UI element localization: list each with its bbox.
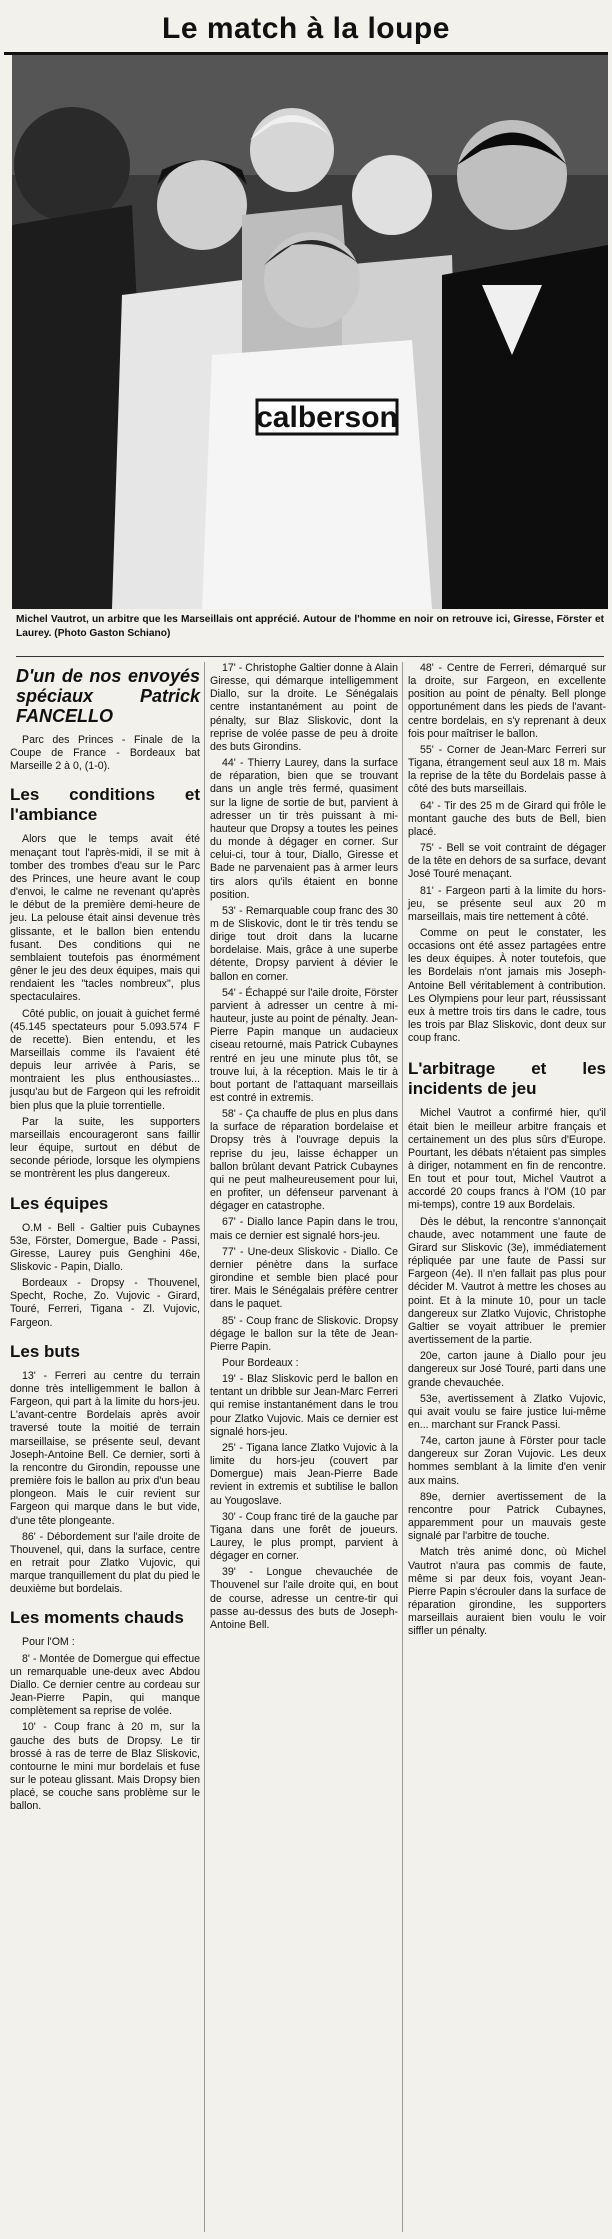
match-photo [12, 55, 608, 609]
section-title-equipes: Les équipes [10, 1193, 109, 1213]
paragraph: 44' - Thierry Laurey, dans la surface de réparation, bien que se trouvant dans un angle très fermé, quasiment sur la ligne de sortie de but, parvient à adresser un tir très puissant à mi-hauteur que Dropsy a toutes les peines du monde à dégager en corner. Sur celui-ci, tour à tour, Diallo, Giresse et Bade ne parvenaient pas à armer leurs tirs alors qu'ils étaient en bonne position. [210, 757, 398, 901]
paragraph: 39' - Longue chevauchée de Thouvenel sur l'aile droite qui, en bout de course, adresse un centre-tir qui passe au-dessus des buts de Joseph-Antoine Bell. [210, 1566, 398, 1631]
paragraph: 75' - Bell se voit contraint de dégager de la tête en dehors de sa surface, devant José Touré menaçant. [408, 842, 606, 881]
paragraph: Comme on peut le constater, les occasions ont été assez partagées entre les deux équipes. À noter toutefois, que les Bordelais n'ont jamais mis Joseph-Antoine Bell véritablement à contribution. Les Olympiens pour leur part, réussissant eux à mettre trois tirs dans le cadre, tous les trois par Blaz Sliskovic, dont deux sur coup franc. [408, 926, 606, 1045]
paragraph: 58' - Ça chauffe de plus en plus dans la surface de réparation bordelaise et Dropsy très à l'ouvrage depuis la reprise du jeu, laisse échapper un ballon brûlant devant Patrick Cubaynes qui ne peut malheureusement pour lui, en profiter, un défenseur parvenant à dégager en catastrophe. [210, 1108, 398, 1213]
paragraph: 13' - Ferreri au centre du terrain donne très intelligemment le ballon à Fargeon, qui part à la limite du hors-jeu. L'avant-centre Bordelais après avoir traversé toute la moitié de terrain marseillaise, se présente seul, devant Joseph-Antoine Bell. Ce dernier, sorti à la rencontre du Girondin, repousse une première fois le ballon au prix d'un beau plongeon. Mais le cuir revient sur Fargeon qui marque dans le but vide, d'une tête plongeante. [10, 1369, 200, 1527]
paragraph: Bordeaux - Dropsy - Thouvenel, Specht, Roche, Zo. Vujovic - Girard, Touré, Ferreri, Tigana - Zl. Vujovic, Fargeon. [10, 1277, 200, 1329]
paragraph: 67' - Diallo lance Papin dans le trou, mais ce dernier est signalé hors-jeu. [210, 1216, 398, 1242]
section-title-arbitrage: L'arbitrage et les incidents de jeu [408, 1059, 606, 1099]
column-rule [204, 662, 205, 2232]
paragraph: 77' - Une-deux Sliskovic - Diallo. Ce dernier pénètre dans la surface girondine et semble bien placé pour tirer. Mais le Sénégalais préfère centrer dans le paquet. [210, 1245, 398, 1311]
paragraph: 19' - Blaz Sliskovic perd le ballon en tentant un dribble sur Jean-Marc Ferreri qui remise instantanément dans le trou pour Zlatko Vujovic. Mais ce dernier est signalé hors-jeu. [210, 1373, 398, 1438]
paragraph: 81' - Fargeon parti à la limite du hors-jeu, se présente seul aux 20 m marseillais, mais tire nettement à côté. [408, 884, 606, 923]
paragraph: 10' - Coup franc à 20 m, sur la gauche des buts de Dropsy. Le tir brossé à ras de terre de Blaz Sliskovic, contourne le mini mur bordelais et fuse sur le poteau glissant. Mais Dropsy bien placé, se couche sans problème sur le ballon. [10, 1721, 200, 1813]
paragraph: Par la suite, les supporters marseillais encourageront sans faillir leur équipe, surtout en début de seconde période, lorsque les olympiens se montrèrent les plus dangereux. [10, 1115, 200, 1181]
byline: D'un de nos envoyés spéciaux Patrick FANCELLO [16, 666, 200, 726]
paragraph: 8' - Montée de Domergue qui effectue un remarquable une-deux avec Abdou Diallo. Ce dernier centre au cordeau sur Jean-Pierre Papin, qui manque complètement sa reprise de volée. [10, 1652, 200, 1718]
photo-illustration [12, 55, 608, 609]
paragraph: 48' - Centre de Ferreri, démarqué sur la droite, sur Fargeon, en excellente position au point de pénalty. Bell plonge opportunément dans les pieds de l'avant-centre bordelais, en s'y reprenant à deux fois pour maîtriser le ballon. [408, 662, 606, 740]
paragraph: 86' - Débordement sur l'aile droite de Thouvenel, qui, dans la surface, centre en retrait pour Zlatko Vujovic, qui marque tranquillement du plat du pied le deuxième but bordelais. [10, 1530, 200, 1596]
paragraph: 25' - Tigana lance Zlatko Vujovic à la limite du hors-jeu (couvert par Domergue) mais Jean-Pierre Bade revient in extremis et subtilise le ballon au Yougoslave. [210, 1441, 398, 1507]
paragraph: 74e, carton jaune à Förster pour tacle dangereux sur Zoran Vujovic. Les deux hommes semblant à la limite d'en venir aux mains. [408, 1435, 606, 1487]
paragraph: O.M - Bell - Galtier puis Cubaynes 53e, Förster, Domergue, Bade - Passi, Giresse, Laurey puis Genghini 46e, Sliskovic - Papin, Diallo. [10, 1221, 200, 1273]
paragraph: 53e, avertissement à Zlatko Vujovic, qui avait voulu se faire justice lui-même en... marchant sur Franck Passi. [408, 1392, 606, 1431]
paragraph: Pour Bordeaux : [222, 1356, 299, 1369]
paragraph: 53' - Remarquable coup franc des 30 m de Sliskovic, dont le tir très tendu se dirige tout droit dans la lucarne bordelaise. Mais, grâce à une superbe détente, Dropsy parvient à dévier le ballon en corner. [210, 904, 398, 983]
column-2 [210, 662, 398, 1635]
newspaper-page [4, 0, 608, 2239]
photo-caption: Michel Vautrot, un arbitre que les Marseillais ont apprécié. Autour de l'homme en noir on retrouve ici, Giresse, Förster et Laurey. (Photo Gaston Schiano) [16, 613, 604, 657]
paragraph: 85' - Coup franc de Sliskovic. Dropsy dégage le ballon sur la tête de Jean-Pierre Papin. [210, 1314, 398, 1353]
headline: Le match à la loupe [4, 6, 608, 55]
paragraph: Alors que le temps avait été menaçant tout l'après-midi, il se mit à tomber des trombes d'eau sur le Parc des Princes, une heure avant le coup d'envoi, le calme ne revenant qu'après le début de la première demi-heure de jeu. La pelouse était ainsi devenue très glissante, et le ballon bien entendu fusant. Des conditions qui ne semblaient toutefois pas énormément gêner le jeu des deux équipes, mais qui rendaient les "tacles nombreux", plus spectaculaires. [10, 833, 200, 1004]
paragraph: 64' - Tir des 25 m de Girard qui frôle le montant gauche des buts de Bell, bien placé. [408, 799, 606, 838]
paragraph: Pour l'OM : [22, 1636, 75, 1649]
paragraph: Match très animé donc, où Michel Vautrot n'aura pas commis de faute, même si par deux fois, voyant Jean-Pierre Papin s'écrouler dans la surface de réparation girondine, les supporters marseillais auraient bien voulu le voir siffler un pénalty. [408, 1546, 606, 1638]
paragraph: 55' - Corner de Jean-Marc Ferreri sur Tigana, étrangement seul aux 18 m. Mais la reprise de la tête du Bordelais passe à côté des buts marseillais. [408, 743, 606, 796]
section-title-buts: Les buts [10, 1341, 80, 1361]
shirt-sponsor-text: calberson [256, 401, 398, 434]
paragraph: 20e, carton jaune à Diallo pour jeu dangereux sur José Touré, parti dans une grande chevauchée. [408, 1350, 606, 1389]
paragraph: Côté public, on jouait à guichet fermé (45.145 spectateurs pour 5.093.574 F de recette). Bien entendu, et les Marseillais comme ils l'avaient été depuis leur arrivée à Paris, se montraient les plus enthousiastes... jusqu'au but de Fargeon qui les refroidit bien plus que la pluie torrentielle. [10, 1007, 200, 1112]
section-title-conditions: Les conditions et l'ambiance [10, 785, 200, 825]
intro: Parc des Princes - Finale de la Coupe de France - Bordeaux bat Marseille 2 à 0, (1-0). [10, 734, 200, 773]
paragraph: Dès le début, la rencontre s'annonçait chaude, avec notamment une faute de Girard sur Sliskovic (3e), immédiatement répliquée par une faute de Passi sur Fargeon (4e). Il n'en fallait pas plus pour décider M. Vautrot à mettre les choses au point. Et à la minute 10, pour un tacle dangereux sur Zlatko Vujovic, Christophe Galtier se voyait attribuer le premier avertissement de la partie. [408, 1215, 606, 1347]
paragraph: 89e, dernier avertissement de la rencontre pour Patrick Cubaynes, apparemment pour un mauvais geste signalé par l'arbitre de touche. [408, 1490, 606, 1543]
column-1 [10, 662, 200, 1816]
column-3 [408, 662, 606, 1641]
paragraph: 17' - Christophe Galtier donne à Alain Giresse, qui démarque intelligemment Diallo, sur la droite. Le Sénégalais centre instantanément au point de pénalty, sur Blaz Sliskovic, dont la reprise de volée passe de peu à droite des buts Girondins. [210, 662, 398, 753]
paragraph: 30' - Coup franc tiré de la gauche par Tigana dans une forêt de joueurs. Laurey, le plus prompt, parvient à dégager en corner. [210, 1510, 398, 1563]
paragraph: Michel Vautrot a confirmé hier, qu'il était bien le meilleur arbitre français et certainement un des plus sûrs d'Europe. Pourtant, les débats n'étaient pas simples à diriger, notamment en fin de rencontre. En tout et pour tout, Michel Vautrot a accordé 20 coups francs à l'OM (10 par mi-temps), contre 19 aux Bordelais. [408, 1107, 606, 1212]
paragraph: 54' - Échappé sur l'aile droite, Förster parvient à adresser un centre à mi-hauteur, juste au point de pénalty. Jean-Pierre Papin manque un audacieux ciseau retourné, mais Patrick Cubaynes rentré en jeu une minute plus tôt, se trouve lui, à la réception. Mais le tir à bout portant de l'attaquant marseillais est contré in extremis. [210, 986, 398, 1104]
section-title-moments: Les moments chauds [10, 1608, 184, 1628]
column-rule [402, 662, 403, 2232]
